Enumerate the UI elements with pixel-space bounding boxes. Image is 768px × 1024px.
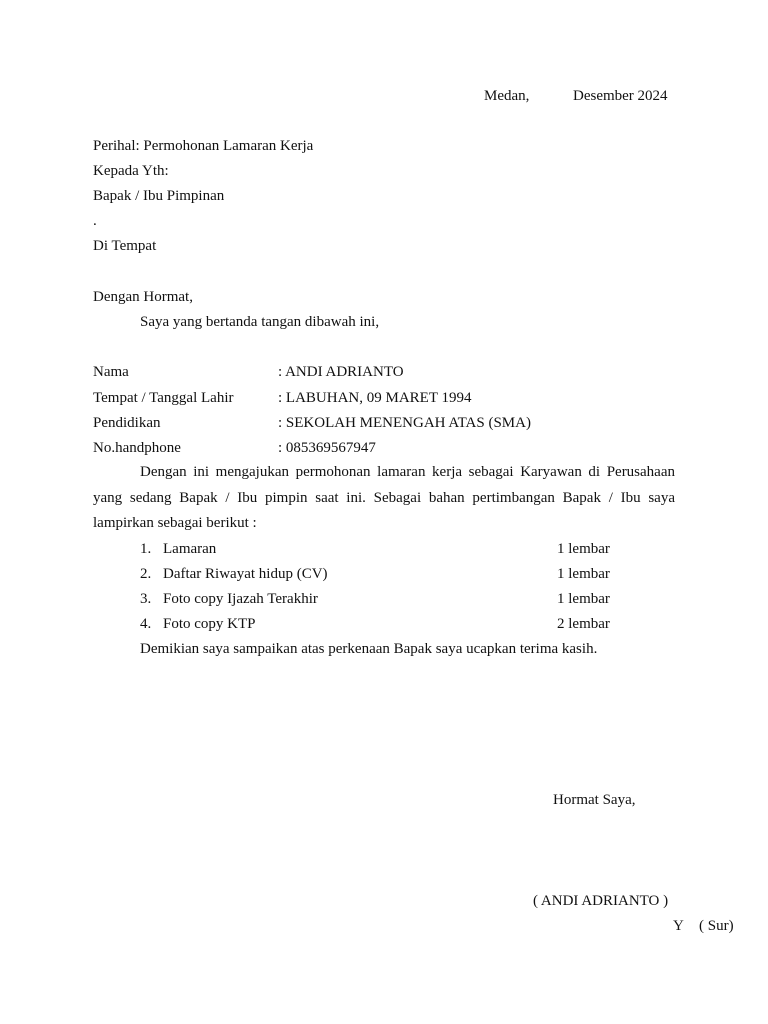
attachment-quantity: 1 lembar [557,541,610,557]
attachment-name: Daftar Riwayat hidup (CV) [163,566,328,582]
field-label-phone: No.handphone [93,440,181,456]
attachment-name: Foto copy KTP [163,616,256,632]
to-line: Kepada Yth: [93,163,169,179]
subject-line: Perihal: Permohonan Lamaran Kerja [93,138,314,154]
field-value-phone: : 085369567947 [278,440,376,456]
signature-mark-y: Y [673,918,684,934]
field-label-education: Pendidikan [93,415,161,431]
field-label-name: Nama [93,364,129,380]
signature-mark-sur: ( Sur) [699,918,734,934]
date-city: Medan, [484,88,530,104]
body-paragraph-text: Dengan ini mengajukan permohonan lamaran kerja sebagai Karyawan di Perusahaan yang sedang Bapak / Ibu pimpin saat ini. Sebagai bahan pertimbangan Bapak / Ibu saya lampirkan sebagai berikut : [93,464,675,531]
intro-line: Saya yang bertanda tangan dibawah ini, [140,314,380,330]
attachment-name: Lamaran [163,541,217,557]
signatory-name: ( ANDI ADRIANTO ) [533,893,669,909]
attachment-number: 1. [140,541,152,557]
closing-sentence: Demikian saya sampaikan atas perkenaan Bapak saya ucapkan terima kasih. [140,641,598,657]
attachment-name: Foto copy Ijazah Terakhir [163,591,318,607]
attachment-quantity: 2 lembar [557,616,610,632]
field-value-name: : ANDI ADRIANTO [278,364,404,380]
attachment-quantity: 1 lembar [557,591,610,607]
date-month-year: Desember 2024 [573,88,668,104]
attachment-number: 3. [140,591,152,607]
field-value-education: : SEKOLAH MENENGAH ATAS (SMA) [278,415,531,431]
attachment-number: 2. [140,566,152,582]
place-line: Di Tempat [93,238,157,254]
closing-salutation: Hormat Saya, [553,792,636,808]
greeting: Dengan Hormat, [93,289,193,305]
dot-line: . [93,213,97,229]
attachment-quantity: 1 lembar [557,566,610,582]
field-value-birth: : LABUHAN, 09 MARET 1994 [278,390,472,406]
attachment-number: 4. [140,616,152,632]
recipient-line: Bapak / Ibu Pimpinan [93,188,225,204]
body-paragraph [93,460,675,537]
field-label-birth: Tempat / Tanggal Lahir [93,390,234,406]
